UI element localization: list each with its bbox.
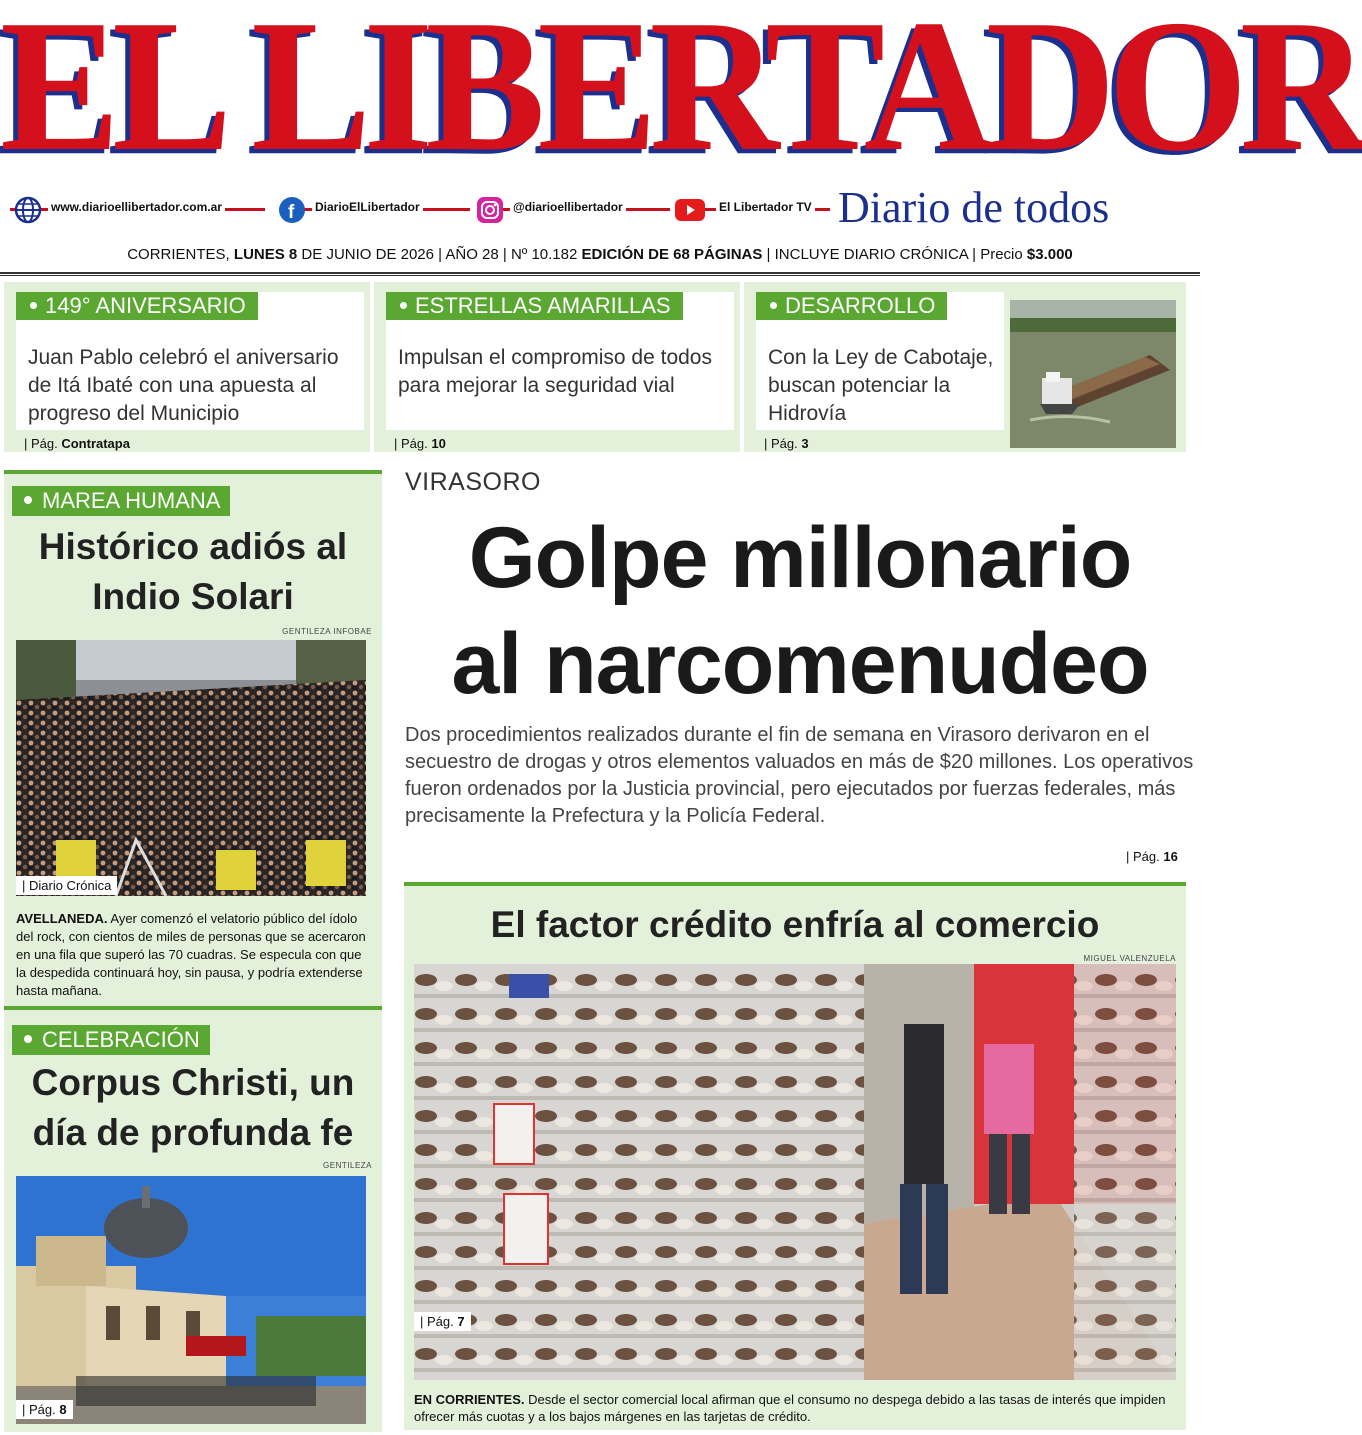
bullet-icon	[770, 302, 777, 309]
story-tag: CELEBRACIÓN	[12, 1025, 210, 1055]
section-divider	[4, 1006, 382, 1010]
masthead	[0, 0, 1362, 190]
tagline: Diario de todos	[838, 183, 1110, 232]
page-ref: | Pág. 10	[394, 436, 446, 451]
dateline-day: LUNES 8	[233, 246, 298, 263]
photo-caption: EN CORRIENTES. Desde el sector comercial local afirman que el consumo no despega debido a las tasas de interés que impiden ofrecer más cuotas y a los bajos márgenes en las tarjetas de crédito.	[414, 1392, 1166, 1424]
dateline-price: $3.000	[1026, 246, 1073, 263]
shoe-store-photo[interactable]	[414, 964, 1176, 1380]
story-headline[interactable]: El factor crédito enfría al comercio	[490, 904, 1100, 945]
social-strip	[0, 186, 830, 226]
story-tag: MAREA HUMANA	[12, 486, 230, 516]
dateline-edition: EDICIÓN DE 68 PÁGINAS	[581, 246, 763, 263]
dateline	[0, 246, 1200, 263]
bullet-icon	[30, 302, 37, 309]
church-photo[interactable]	[16, 1176, 366, 1424]
top-story-3[interactable]	[744, 282, 1186, 452]
barge-photo[interactable]	[1010, 300, 1176, 448]
instagram-text: @diarioellibertador	[510, 200, 626, 214]
bullet-icon	[24, 496, 32, 504]
dateline-date: DE JUNIO DE 2026 | AÑO 28 | Nº 10.182	[297, 246, 582, 263]
youtube-icon	[674, 196, 706, 224]
story-tag: DESARROLLO	[756, 292, 947, 320]
left-column	[4, 470, 382, 1432]
story-tag: ESTRELLAS AMARILLAS	[386, 292, 683, 320]
top-story-2[interactable]	[374, 282, 740, 452]
website-link[interactable]	[0, 186, 265, 226]
story-headline[interactable]: Histórico adiós al Indio Solari	[38, 526, 348, 617]
page-ref: | Pág. 7	[414, 1312, 471, 1331]
page-ref: | Pág. 8	[16, 1400, 73, 1419]
photo-label: | Diario Crónica	[16, 876, 117, 895]
globe-icon	[14, 196, 42, 224]
photo-credit: GENTILEZA INFOBAE	[282, 627, 372, 636]
photo-credit: MIGUEL VALENZUELA	[1083, 954, 1176, 963]
dateline-includes: | INCLUYE DIARIO CRÓNICA | Precio	[762, 246, 1027, 263]
story-text: Impulsan el compromiso de todos para mejorar la seguridad vial	[398, 346, 712, 397]
dateline-city: CORRIENTES,	[127, 246, 234, 263]
commerce-story	[404, 882, 1186, 1430]
top-story-card	[386, 292, 734, 451]
facebook-text: DiarioElLibertador	[312, 200, 423, 214]
website-text: www.diarioellibertador.com.ar	[48, 200, 225, 214]
main-headline[interactable]: Golpe millonario al narcomenudeo	[451, 510, 1149, 712]
bullet-icon	[24, 1035, 32, 1043]
top-story-card	[756, 292, 1004, 451]
facebook-link[interactable]	[270, 186, 470, 226]
facebook-icon	[278, 196, 306, 224]
top-story-1[interactable]	[4, 282, 370, 452]
svg-text:f: f	[288, 202, 295, 223]
photo-credit: GENTILEZA	[323, 1161, 372, 1170]
instagram-link[interactable]	[470, 186, 670, 226]
main-summary: Dos procedimientos realizados durante el fin de semana en Virasoro derivaron en el secuestro de drogas y otros elementos valuados en más de $20 millones. Los operativos fueron ordenados por la Justicia provincial, pero ejecutados por fuerzas federales, más precisamente la Prefectura y la Policía Federal.	[405, 724, 1194, 827]
story-kicker: VIRASORO	[405, 468, 541, 496]
crowd-photo[interactable]	[16, 640, 366, 896]
top-story-card	[16, 292, 364, 451]
story-text: Juan Pablo celebró el aniversario de Itá Ibaté con una apuesta al progreso del Municipio	[28, 346, 339, 425]
header-rule	[0, 272, 1200, 276]
page-ref: | Pág. 16	[1126, 849, 1178, 864]
story-headline[interactable]: Corpus Christi, un día de profunda fe	[31, 1062, 355, 1153]
photo-caption: AVELLANEDA. Ayer comenzó el velatorio público del ídolo del rock, con cientos de miles de personas que se acercaron en una fila que superó las 70 cuadras. Se especula con que la despedida continuará hoy, sin pausa, y podría extenderse hasta mañana.	[16, 911, 366, 998]
instagram-icon	[476, 196, 504, 224]
page-ref: | Pág. 3	[764, 436, 809, 451]
bullet-icon	[400, 302, 407, 309]
story-text: Con la Ley de Cabotaje, buscan potenciar la Hidrovía	[768, 346, 994, 425]
story-tag: 149° ANIVERSARIO	[16, 292, 258, 320]
page-ref: | Pág. Contratapa	[24, 436, 130, 451]
newspaper-title: EL LIBERTADOR	[0, 0, 1362, 190]
youtube-text: El Libertador TV	[716, 200, 815, 214]
youtube-link[interactable]	[668, 186, 830, 226]
